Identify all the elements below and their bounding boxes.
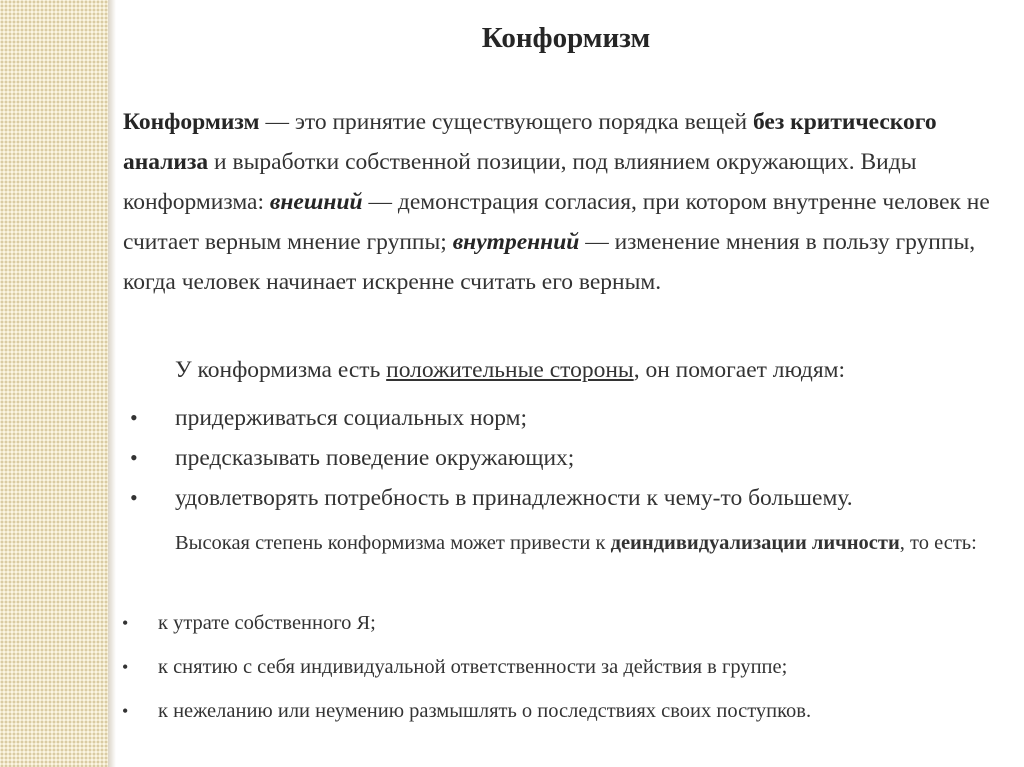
term-conformism: Конформизм <box>123 109 260 135</box>
bullet-icon: • <box>122 657 129 677</box>
bullet-icon: • <box>122 613 129 633</box>
high-degree-paragraph <box>123 524 1003 562</box>
positive-sides-list <box>130 398 1010 518</box>
positive-sides-underlined: положительные стороны <box>386 357 634 383</box>
bullet-icon: • <box>130 405 138 430</box>
positive-text-pre: У конформизма есть <box>175 357 387 383</box>
list-item <box>122 689 1002 733</box>
list-item <box>122 645 1002 689</box>
bullet-icon: • <box>130 445 138 470</box>
definition-text-3: — демонстрация согласия, при котором внутренне человек не считает верным мнение группы; <box>123 189 990 255</box>
list-item-text: придерживаться социальных норм; <box>175 405 528 431</box>
definition-paragraph <box>123 102 993 302</box>
type-internal: внутренний <box>452 229 580 255</box>
list-item-text: к снятию с себя индивидуальной ответственности за действия в группе; <box>158 656 788 678</box>
definition-text-2: и выработки собственной позиции, под влиянием окружающих. Виды конформизма: <box>123 149 917 215</box>
positive-sides-paragraph <box>175 350 845 390</box>
list-item <box>130 398 1010 438</box>
slide-title: Конформизм <box>481 22 651 54</box>
decorative-side-strip <box>0 0 108 767</box>
negative-consequences-list <box>122 601 1002 733</box>
type-external: внешний <box>269 189 363 215</box>
definition-text-4: — изменение мнения в пользу группы, когда человек начинает искренне считать его верным. <box>123 229 976 295</box>
list-item-text: к утрате собственного Я; <box>158 612 376 634</box>
bullet-icon: • <box>122 701 129 721</box>
side-strip-shadow <box>108 0 116 767</box>
list-item <box>122 601 1002 645</box>
definition-bold-no-critical-analysis: без критического анализа <box>123 109 937 175</box>
list-item-text: предсказывать поведение окружающих; <box>175 445 575 471</box>
high-degree-text-post: , то есть: <box>899 532 977 554</box>
deindividuation-bold: деиндивидуализации личности <box>610 532 900 554</box>
bullet-icon: • <box>130 485 138 510</box>
positive-text-post: , он помогает людям: <box>633 357 846 383</box>
list-item <box>130 478 1010 518</box>
list-item-text: к нежеланию или неумению размышлять о последствиях своих поступков. <box>158 700 812 722</box>
list-item <box>130 438 1010 478</box>
high-degree-text-pre: Высокая степень конформизма может привести к <box>175 532 611 554</box>
list-item-text: удовлетворять потребность в принадлежности к чему-то большему. <box>175 485 853 511</box>
definition-text-1: — это принятие существующего порядка вещей <box>259 109 753 135</box>
